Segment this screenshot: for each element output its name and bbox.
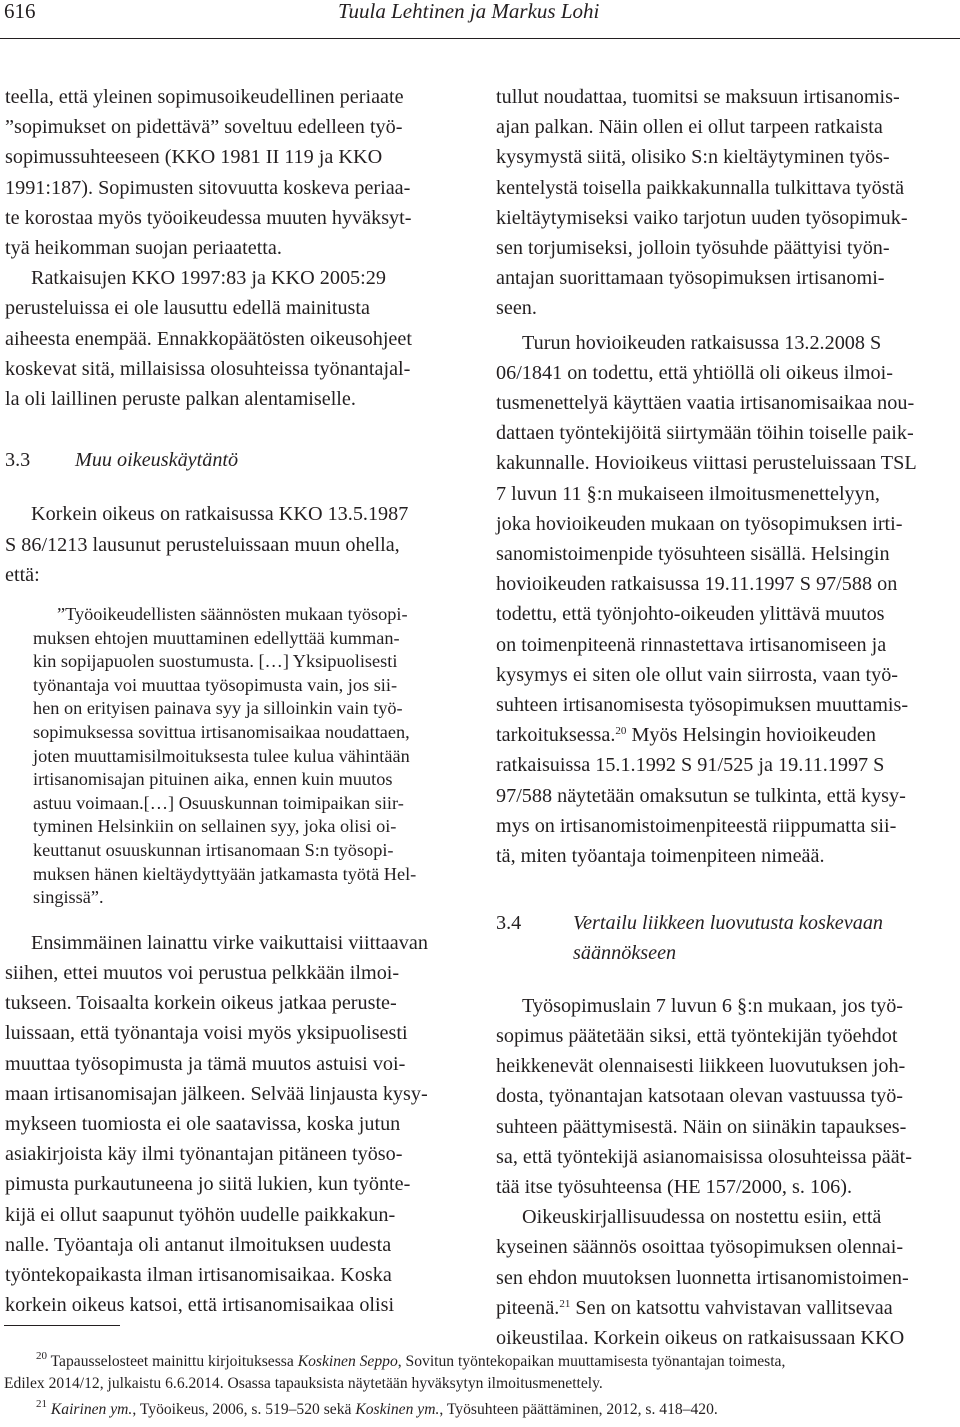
- text-line: ratkaisuissa 15.1.1992 S 91/525 ja 19.11.1997 S: [496, 754, 885, 777]
- text-line: että:: [5, 563, 40, 586]
- section-title: [573, 908, 883, 968]
- text-line: 1991:187). Sopimusten sitovuutta koskeva periaa-: [5, 176, 411, 199]
- quote-line: hen on erityisen painava syy ja silloinkin vain työ-: [33, 698, 403, 719]
- text-line: pimusta purkautuneena jo siitä lukien, kun työnte-: [5, 1173, 411, 1196]
- text-line: muuttaa työsopimusta ja tämä muutos astuisi voi-: [5, 1052, 406, 1075]
- left-paragraph-1: [5, 82, 471, 263]
- text-line: sen ehdon muutoksen luonnetta irtisanomistoimen-: [496, 1266, 909, 1289]
- left-paragraph-4: [5, 928, 471, 1321]
- text-line: suhteen irtisanomisesta työsopimuksen muuttamis-: [496, 694, 909, 717]
- text-line: joka hovioikeuden mukaan on työsopimuksen irti-: [496, 512, 903, 535]
- quote-line: astuu voimaan.[…] Osuuskunnan toimipaikan siir-: [33, 792, 404, 813]
- text-line: kentelystä toisella paikkakunnalla tulkittava työstä: [496, 176, 905, 199]
- footnote-text: , Työoikeus, 2006, s. 519–520 sekä: [132, 1401, 352, 1418]
- footnote-text: Tapausselosteet mainittu kirjoituksessa: [50, 1353, 294, 1370]
- text-line: sopimussuhteeseen (KKO 1981 II 119 ja KKO: [5, 146, 383, 169]
- section-heading-3-3: [5, 445, 471, 475]
- footnote-20: [4, 1351, 960, 1395]
- section-title-line: Vertailu liikkeen luovutusta koskevaan: [573, 912, 884, 935]
- left-paragraph-3: [5, 499, 471, 590]
- page-header: [0, 0, 960, 34]
- left-column: [5, 82, 471, 1320]
- text-line: Ensimmäinen lainattu virke vaikuttaisi viittaavan: [31, 931, 428, 954]
- quote-line: ”Työoikeudellisten säännösten mukaan työsopi-: [57, 604, 408, 625]
- text-line: sa, että työntekijä asianomaisissa olosuhteissa päät-: [496, 1145, 912, 1168]
- text-line: tyä heikomman suojan periaatetta.: [5, 237, 282, 260]
- right-paragraph-4: [496, 1202, 960, 1353]
- text-line: kyseinen säännös osoittaa työsopimuksen olennai-: [496, 1236, 904, 1259]
- text-line: suhteen päättymisestä. Näin on siinäkin tapaukses-: [496, 1115, 907, 1138]
- footnote-ref-20[interactable]: 20: [615, 725, 627, 738]
- text-line: Korkein oikeus on ratkaisussa KKO 13.5.1987: [31, 503, 409, 526]
- section-title-line: säännökseen: [573, 942, 677, 965]
- text-line: tusmenettelyä käyttäen vaatia irtisanomisaikaa nou-: [496, 392, 915, 415]
- text-line: on toimenpiteenä rinnastettava irtisanomiseen ja: [496, 633, 887, 656]
- text-line: seen.: [496, 297, 537, 320]
- quote-line: keuttanut osuuskunnan irtisanomaan S:n työsopi-: [33, 839, 394, 860]
- text-line: kysymys ei siten ole ollut vain siirrosta, vaan työ-: [496, 663, 899, 686]
- text-line: kijä ei ollut saapunut työhön uudelle paikkakun-: [5, 1203, 396, 1226]
- section-number: 3.4: [496, 912, 522, 935]
- left-paragraph-2: [5, 263, 471, 414]
- text-line: Turun hovioikeuden ratkaisussa 13.2.2008 S: [522, 331, 882, 354]
- footnote-21: [4, 1399, 960, 1421]
- running-head: Tuula Lehtinen ja Markus Lohi: [338, 0, 600, 23]
- text-line: korkein oikeus katsoi, että irtisanomisaikaa olisi: [5, 1294, 395, 1317]
- text-line: ”sopimukset on pidettävä” soveltuu edelleen työ-: [5, 116, 403, 139]
- right-paragraph-2: [496, 328, 960, 872]
- text-line: siihen, ettei muutos voi perustua pelkkään ilmoi-: [5, 961, 400, 984]
- text-line: työntekopaikasta ilman irtisanomisaikaa. Koska: [5, 1264, 392, 1286]
- text-line: antajan suorittamaan työsopimuksen irtisanomi-: [496, 267, 885, 290]
- section-heading-3-4: [496, 908, 960, 968]
- page-number: 616: [4, 0, 36, 23]
- text-line: kieltäytymiseksi vaiko tarjotun uuden työsopimuk-: [496, 206, 908, 229]
- text-line: nalle. Työantaja oli antanut ilmoituksen uudesta: [5, 1233, 392, 1256]
- text-line: oikeustilaa. Korkein oikeus on ratkaisussaan KKO: [496, 1326, 905, 1349]
- quote-line: työnantaja voi muuttaa työsopimusta vain, jos sii-: [33, 674, 398, 695]
- text-line: tullut noudattaa, tuomitsi se maksuun irtisanomis-: [496, 86, 900, 108]
- quote-line: muksen ehtojen muuttaminen edellyttää kumman-: [33, 627, 400, 648]
- text-line: teella, että yleinen sopimusoikeudellinen periaate: [5, 86, 404, 108]
- text-line: dattaen työntekijöitä siirtymään töihin toiselle paik-: [496, 422, 914, 445]
- text-line: tarkoituksessa.: [496, 724, 616, 747]
- text-line: 7 luvun 11 §:n mukaiseen ilmoitusmenettelyyn,: [496, 482, 880, 505]
- text-line: la oli laillinen peruste palkan alentamiselle.: [5, 388, 356, 411]
- text-line: sanomistoimenpide työsuhteen sisällä. Helsingin: [496, 543, 890, 566]
- quote-line: kin sopijapuolen suostumusta. […] Yksipuolisesti: [33, 651, 398, 672]
- footnote-author: Kairinen ym.: [50, 1401, 133, 1418]
- footnote-text: , Työsuhteen päättäminen, 2012, s. 418–420.: [439, 1401, 718, 1418]
- text-line: 97/588 näytetään omaksutun se tulkinta, että kysy-: [496, 784, 906, 807]
- footnote-number: 21: [36, 1398, 47, 1410]
- quote-line: muksen hänen kieltäydyttyään jatkamasta työtä Hel-: [33, 863, 417, 884]
- block-quote: [33, 603, 471, 910]
- footnote-text: , Sovitun työntekopaikan muuttamisesta työnantajan toimesta,: [397, 1353, 786, 1370]
- footnote-author: Koskinen Seppo: [297, 1353, 398, 1370]
- text-line: hovioikeuden ratkaisussa 19.11.1997 S 97/588 on: [496, 573, 898, 596]
- section-number: 3.3: [5, 449, 31, 472]
- right-paragraph-3: [496, 991, 960, 1202]
- text-line: koskevat sitä, millaisissa olosuhteissa työnantajal-: [5, 357, 411, 380]
- text-line: dosta, työnantajan katsotaan olevan vastuussa työ-: [496, 1085, 904, 1108]
- header-rule: [0, 38, 960, 39]
- text-line: Myös Helsingin hovioikeuden: [626, 724, 876, 747]
- footnote-author: Koskinen ym.: [355, 1401, 440, 1418]
- text-line: maan irtisanomisajan jälkeen. Selvää linjausta kysy-: [5, 1082, 428, 1105]
- text-line: luissaan, että työnantaja voisi myös yksipuolisesti: [5, 1022, 408, 1045]
- text-line: asiakirjoista käy ilmi työnantajan pitäneen työso-: [5, 1143, 403, 1166]
- text-line: Työsopimuslain 7 luvun 6 §:n mukaan, jos työ-: [522, 994, 904, 1017]
- text-line: piteenä.: [496, 1296, 560, 1319]
- text-line: sen torjumiseksi, jolloin työsuhde päättyisi työn-: [496, 237, 890, 260]
- footnote-number: 20: [36, 1350, 47, 1362]
- footnote-text: Edilex 2014/12, julkaistu 6.6.2014. Osassa tapauksista näytetään hyväksytyn ilmoitusmenettely.: [4, 1375, 603, 1392]
- right-column: [496, 82, 960, 1353]
- text-line: tä, miten työantaja toimenpiteen nimeää.: [496, 845, 825, 868]
- text-line: heikkenevät olennaisesti liikkeen luovutuksen joh-: [496, 1055, 906, 1078]
- text-line: te korostaa myös työoikeudessa muuten hyväksyt-: [5, 206, 412, 229]
- text-line: kysymystä siitä, olisiko S:n kieltäytyminen työs-: [496, 146, 890, 169]
- quote-line: singissä”.: [33, 887, 104, 908]
- footnote-rule: [4, 1325, 120, 1326]
- text-line: Ratkaisujen KKO 1997:83 ja KKO 2005:29: [31, 267, 386, 290]
- text-line: aiheesta enempää. Ennakkopäätösten oikeusohjeet: [5, 327, 412, 350]
- text-line: kakunnalle. Hovioikeus viittasi perusteluissaan TSL: [496, 452, 917, 475]
- right-paragraph-1: [496, 82, 960, 324]
- quote-line: tyminen Helsinkiin on sellainen syy, joka olisi oi-: [33, 816, 397, 837]
- text-line: Oikeuskirjallisuudessa on nostettu esiin, että: [522, 1206, 882, 1229]
- text-line: sopimus päätetään siksi, että työntekijän työehdot: [496, 1024, 898, 1047]
- text-line: tukseen. Toisaalta korkein oikeus jatkaa peruste-: [5, 992, 397, 1015]
- text-line: tää itse työsuhteensa (HE 157/2000, s. 106).: [496, 1175, 853, 1198]
- text-line: S 86/1213 lausunut perusteluissaan muun ohella,: [5, 533, 400, 556]
- text-line: mykseen tuomiosta ei ole saatavissa, koska jutun: [5, 1112, 401, 1135]
- footnote-ref-21[interactable]: 21: [559, 1297, 571, 1310]
- quote-line: irtisanomisajan pituinen aika, ennen kuin muutos: [33, 769, 393, 790]
- quote-line: sopimuksessa sovittua irtisanomisaikaa noudattaen,: [33, 722, 410, 743]
- text-line: ajan palkan. Näin ollen ei ollut tarpeen ratkaista: [496, 116, 883, 139]
- text-line: mys on irtisanomistoimenpiteestä riippumatta sii-: [496, 814, 897, 837]
- quote-line: joten muuttamisilmoituksesta tulee kulua vähintään: [33, 745, 410, 766]
- section-title: Muu oikeuskäytäntö: [75, 449, 239, 472]
- text-line: Sen on katsottu vahvistavan vallitsevaa: [570, 1296, 893, 1319]
- text-line: perusteluissa ei ole lausuttu edellä mainitusta: [5, 297, 370, 320]
- text-line: 06/1841 on todettu, että yhtiöllä oli oikeus ilmoi-: [496, 361, 893, 384]
- text-line: todettu, että työnjohto-oikeuden ylittävä muutos: [496, 603, 885, 626]
